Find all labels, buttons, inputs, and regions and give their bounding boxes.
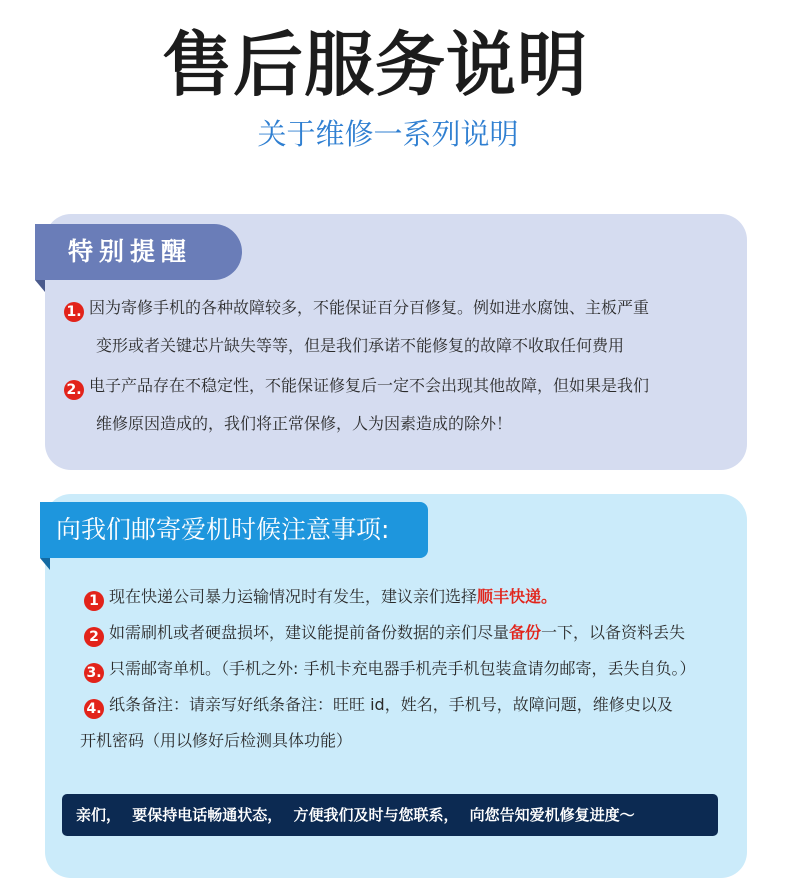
notice-item-text-continued: 维修原因造成的，我们将正常保修，人为因素造成的除外！	[96, 414, 513, 433]
number-badge: 4.	[84, 699, 104, 719]
number-badge: 1	[84, 591, 104, 611]
notice-item-1	[64, 289, 744, 365]
shipping-item-1	[84, 579, 744, 615]
shipping-item-text-after: 一下，以备资料丢失	[541, 623, 686, 642]
contact-reminder-bar: 亲们， 要保持电话畅通状态， 方便我们及时与您联系， 向您告知爱机修复进度～	[62, 794, 718, 836]
notice-item-text: 电子产品存在不稳定性，不能保证修复后一定不会出现其他故障，但如果是我们	[89, 376, 650, 395]
shipping-item-highlight: 顺丰快递。	[477, 587, 558, 606]
notice-item-2	[64, 367, 744, 443]
shipping-tag-fold	[40, 558, 50, 570]
shipping-item-4	[80, 687, 744, 759]
shipping-item-text: 如需刷机或者硬盘损坏，建议能提前备份数据的亲们尽量	[109, 623, 510, 642]
notice-tag: 特别提醒	[35, 224, 242, 280]
page-subtitle: 关于维修一系列说明	[257, 117, 519, 151]
number-badge: 2	[84, 627, 104, 647]
shipping-item-text: 只需邮寄单机。（手机之外: 手机卡充电器手机壳手机包装盒请勿邮寄，丢失自负。）	[109, 659, 696, 678]
shipping-item-3	[84, 651, 744, 687]
notice-item-text-continued: 变形或者关键芯片缺失等等，但是我们承诺不能修复的故障不收取任何费用	[96, 336, 625, 355]
shipping-item-text: 纸条备注：请亲写好纸条备注：旺旺 id，姓名，手机号，故障问题，维修史以及	[109, 695, 673, 714]
number-badge: 3.	[84, 663, 104, 683]
shipping-tag: 向我们邮寄爱机时候注意事项:	[40, 502, 428, 558]
notice-tag-fold	[35, 280, 45, 292]
number-badge: 2.	[64, 380, 84, 400]
shipping-item-highlight: 备份	[509, 623, 542, 642]
shipping-item-text: 现在快递公司暴力运输情况时有发生，建议亲们选择	[109, 587, 478, 606]
notice-item-text: 因为寄修手机的各种故障较多，不能保证百分百修复。例如进水腐蚀、主板严重	[89, 298, 650, 317]
shipping-item-2	[84, 615, 744, 651]
page-title: 售后服务说明	[162, 24, 588, 106]
shipping-item-text-continued: 开机密码（用以修好后检测具体功能）	[80, 731, 353, 750]
number-badge: 1.	[64, 302, 84, 322]
